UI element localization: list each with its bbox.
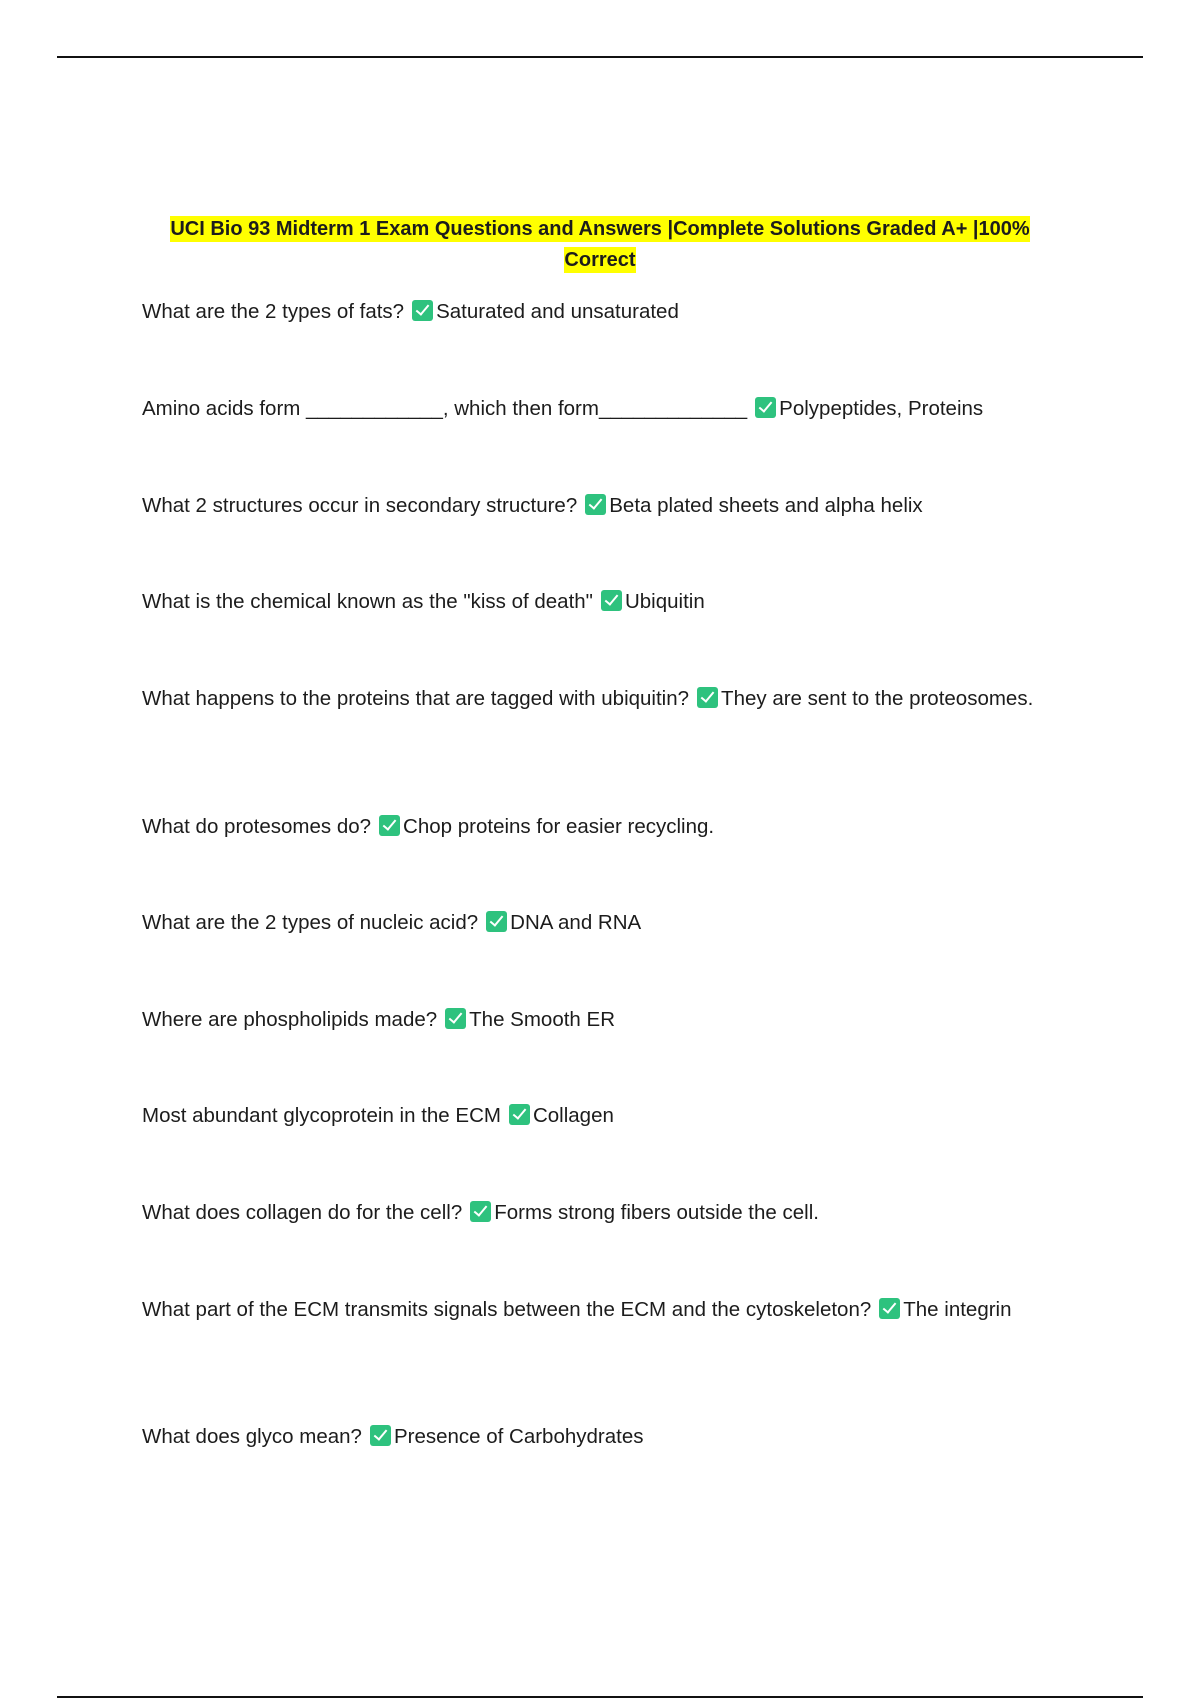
answer-text: The integrin (903, 1298, 1012, 1321)
check-box-icon (697, 687, 718, 708)
footer-rule (57, 1696, 1143, 1698)
check-box-icon (601, 590, 622, 611)
header-rule (57, 56, 1143, 58)
qa-item (142, 393, 1047, 424)
answer-text: Collagen (532, 1104, 614, 1127)
check-box-icon (879, 1298, 900, 1319)
question-text: What 2 structures occur in secondary structure? (142, 494, 578, 517)
qa-item (142, 296, 1047, 327)
qa-item (142, 1004, 1047, 1035)
qa-item (142, 1421, 1047, 1452)
check-box-icon (445, 1008, 466, 1029)
question-text: What does collagen do for the cell? (142, 1201, 463, 1224)
question-text: Amino acids form ____________, which then form_____________ (142, 397, 748, 420)
answer-text: Chop proteins for easier recycling. (403, 815, 715, 838)
answer-text: DNA and RNA (510, 911, 642, 934)
answer-text: Forms strong fibers outside the cell. (494, 1201, 819, 1224)
answer-text: Polypeptides, Proteins (779, 397, 984, 420)
qa-item (142, 490, 1047, 521)
question-text: Where are phospholipids made? (142, 1008, 438, 1031)
qa-item (142, 1294, 1047, 1325)
check-box-icon (412, 300, 433, 321)
check-box-icon (509, 1104, 530, 1125)
qa-item (142, 683, 1047, 714)
answer-text: Presence of Carbohydrates (393, 1425, 644, 1448)
qa-item (142, 907, 1047, 938)
question-text: What do protesomes do? (142, 815, 372, 838)
check-box-icon (585, 494, 606, 515)
qa-item (142, 1100, 1047, 1131)
question-text: Most abundant glycoprotein in the ECM (142, 1104, 501, 1127)
check-box-icon (379, 815, 400, 836)
answer-text: Saturated and unsaturated (436, 300, 679, 323)
answer-text: The Smooth ER (469, 1008, 615, 1031)
qa-item (142, 1197, 1047, 1228)
answer-text: They are sent to the proteosomes. (721, 687, 1034, 710)
qa-item (142, 811, 1047, 842)
answer-text: Beta plated sheets and alpha helix (609, 494, 923, 517)
question-text: What happens to the proteins that are tagged with ubiquitin? (142, 687, 690, 710)
answer-text: Ubiquitin (624, 590, 705, 613)
question-text: What is the chemical known as the "kiss of death" (142, 590, 593, 613)
question-text: What are the 2 types of fats? (142, 300, 405, 323)
qa-item (142, 586, 1047, 617)
document-title (140, 214, 1060, 276)
title-highlight: UCI Bio 93 Midterm 1 Exam Questions and Answers |Complete Solutions Graded A+ |100% Correct (170, 218, 1030, 271)
question-text: What does glyco mean? (142, 1425, 362, 1448)
check-box-icon (370, 1425, 391, 1446)
check-box-icon (755, 397, 776, 418)
check-box-icon (486, 911, 507, 932)
question-text: What part of the ECM transmits signals between the ECM and the cytoskeleton? (142, 1298, 872, 1321)
question-text: What are the 2 types of nucleic acid? (142, 911, 479, 934)
check-box-icon (470, 1201, 491, 1222)
